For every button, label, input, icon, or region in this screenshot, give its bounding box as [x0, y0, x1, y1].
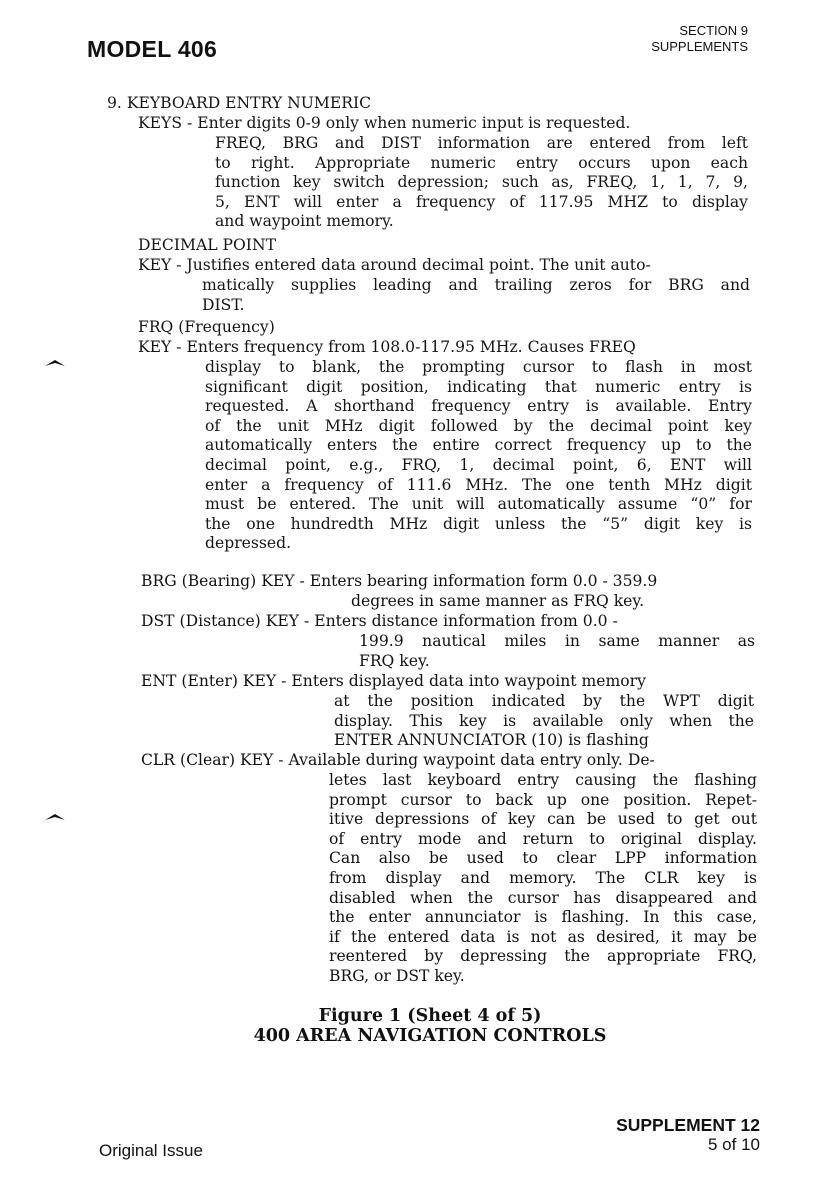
frq-description [205, 358, 752, 554]
decimal-point-description [202, 276, 750, 315]
text-line: and waypoint memory. [215, 212, 394, 231]
text-line: must be entered. The unit will automatically assume “0” for [205, 495, 752, 514]
text-line: 5, ENT will enter a frequency of 117.95 MHZ to display [215, 192, 748, 211]
text-line: FRQ key. [359, 651, 430, 670]
decimal-point-heading: DECIMAL POINT [138, 236, 276, 254]
text-line: Can also be used to clear LPP information [329, 849, 757, 868]
text-line: the enter annunciator is flashing. In this case, [329, 908, 757, 927]
text-line: prompt cursor to back up one position. Repet- [329, 790, 757, 809]
text-line: automatically enters the entire correct frequency up to the [205, 436, 752, 455]
text-line: FREQ, BRG and DIST information are entered from left [215, 134, 748, 152]
clr-key-description [329, 771, 757, 987]
text-line: display to blank, the prompting cursor to flash in most [205, 358, 752, 376]
text-line: disabled when the cursor has disappeared and [329, 888, 757, 907]
text-line: enter a frequency of 111.6 MHz. The one tenth MHz digit [205, 475, 752, 494]
section-header [651, 23, 748, 55]
keys-description [215, 134, 748, 232]
ent-key-description-first: ENT (Enter) KEY - Enters displayed data into waypoint memory [141, 672, 646, 690]
dst-key-description [359, 632, 755, 671]
revision-mark-icon [44, 358, 66, 368]
supplements-label: SUPPLEMENTS [651, 39, 748, 54]
item-heading: 9. KEYBOARD ENTRY NUMERIC [107, 94, 372, 112]
text-line: function key switch depression; such as, FREQ, 1, 1, 7, 9, [215, 173, 748, 192]
text-line: matically supplies leading and trailing zeros for BRG and [202, 276, 750, 294]
frq-description-first: KEY - Enters frequency from 108.0-117.95 MHz. Causes FREQ [138, 338, 636, 356]
ent-key-description [334, 692, 754, 751]
text-line: letes last keyboard entry causing the flashing [329, 771, 757, 789]
text-line: requested. A shorthand frequency entry is available. Entry [205, 397, 752, 416]
page-number: 5 of 10 [708, 1135, 760, 1154]
clr-key-description-first: CLR (Clear) KEY - Available during waypoint data entry only. De- [141, 751, 655, 769]
decimal-point-description-first: KEY - Justifies entered data around decimal point. The unit auto- [138, 256, 651, 274]
text-line: display. This key is available only when the [334, 711, 754, 730]
supplement-number: SUPPLEMENT 12 [616, 1115, 760, 1135]
keys-description-first: KEYS - Enter digits 0-9 only when numeric input is requested. [138, 114, 631, 132]
text-line: the one hundredth MHz digit unless the “5” digit key is [205, 514, 752, 533]
text-line: depressed. [205, 534, 292, 553]
text-line: DIST. [202, 295, 245, 314]
text-line: BRG, or DST key. [329, 966, 465, 985]
text-line: significant digit position, indicating that numeric entry is [205, 377, 752, 396]
text-line: from display and memory. The CLR key is [329, 868, 757, 887]
figure-number: Figure 1 (Sheet 4 of 5) [318, 1006, 542, 1026]
text-line: reentered by depressing the appropriate FRQ, [329, 947, 757, 966]
text-line: if the entered data is not as desired, it may be [329, 927, 757, 946]
brg-key-description-first: BRG (Bearing) KEY - Enters bearing information form 0.0 - 359.9 [141, 572, 658, 590]
text-line: of the unit MHz digit followed by the decimal point key [205, 416, 752, 435]
supplement-footer [616, 1116, 760, 1154]
model-title: MODEL 406 [87, 36, 218, 62]
text-line: of entry mode and return to original display. [329, 829, 757, 848]
text-line: 199.9 nautical miles in same manner as [359, 632, 755, 650]
figure-caption [0, 1006, 832, 1046]
brg-key-description [351, 592, 644, 612]
text-line: at the position indicated by the WPT digit [334, 692, 754, 710]
text-line: degrees in same manner as FRQ key. [351, 592, 645, 610]
text-line: ENTER ANNUNCIATOR (10) is flashing [334, 731, 649, 750]
text-line: decimal point, e.g., FRQ, 1, decimal point, 6, ENT will [205, 455, 752, 474]
revision-mark-icon [44, 812, 66, 822]
text-line: to right. Appropriate numeric entry occurs upon each [215, 153, 748, 172]
dst-key-description-first: DST (Distance) KEY - Enters distance information from 0.0 - [141, 612, 618, 630]
text-line: itive depressions of key can be used to get out [329, 810, 757, 829]
issue-label: Original Issue [99, 1141, 203, 1160]
frq-heading: FRQ (Frequency) [138, 318, 275, 336]
section-label: SECTION 9 [679, 23, 748, 38]
figure-title: 400 AREA NAVIGATION CONTROLS [253, 1026, 607, 1046]
